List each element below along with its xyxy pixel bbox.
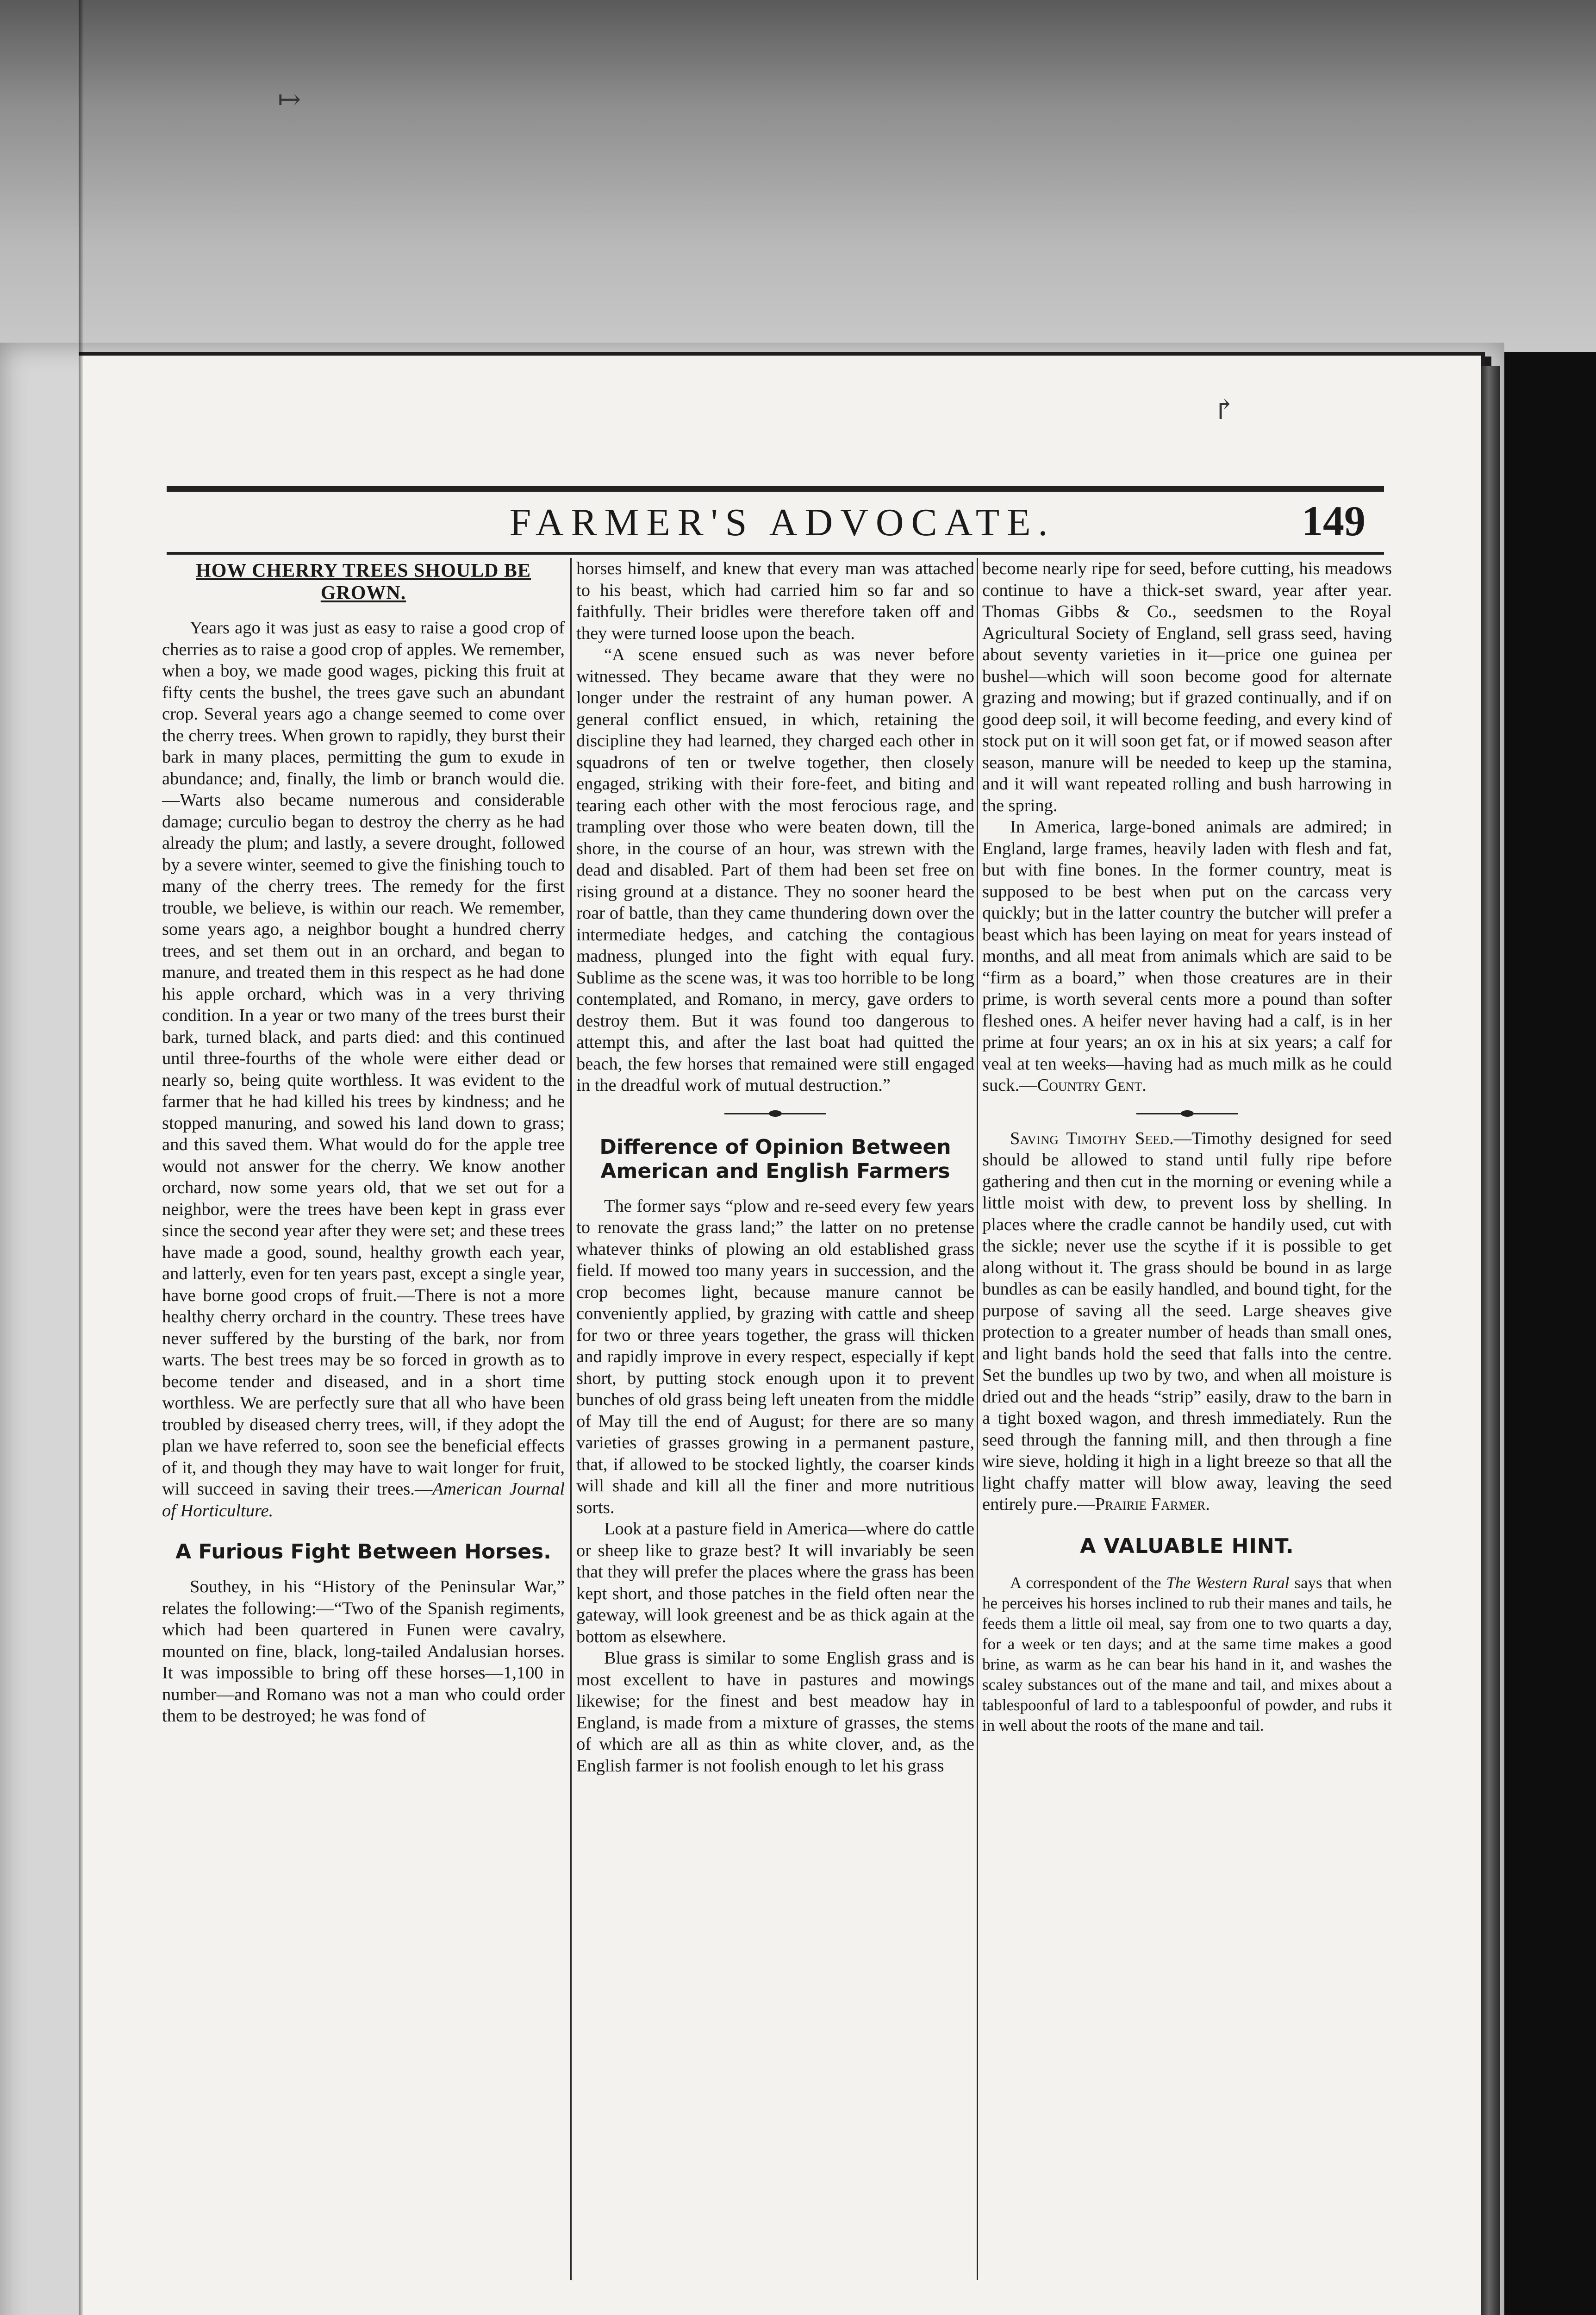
column-2 (576, 558, 974, 1777)
column-1 (162, 558, 565, 1727)
article-headline: A Furious Fight Between Horses. (175, 1540, 551, 1564)
paragraph-text: In America, large-boned animals are admired; in England, large frames, heavily laden with flesh and fat, but with fine bones. In the former country, meat is supposed to be best when put on the carcass very quickly; but in the latter country the butcher will prefer a beast which has been laying on meat for years instead of months, and all meat from animals which are said to be “firm as a board,” when those creatures are in their prime, is worth several cents more a pound than softer fleshed ones. A heifer never having had a calf, is in her prime at four years; an ox in his at six years; a calf for veal at ten weeks—having had as much milk as he could suck.— (982, 817, 1392, 1095)
article-paragraph: “A scene ensued such as was never before witnessed. They became aware that they were no longer under the restraint of any human power. A general conflict ensued, in which, retaining the discipline they had learned, they charged each other in squadrons of ten or twelve together, then closely engaged, striking with their fore-feet, and biting and tearing each other with the most ferocious rage, and trampling over those who were beaten down, till the shore, in the course of an hour, was strewn with the dead and disabled. Part of them had been set free on rising ground at a distance. They no sooner heard the roar of battle, than they came thundering down over the intermediate hedges, and catching the contagious madness, plunged into the fight with equal fury. Sublime as the scene was, it was too horrible to be long contemplated, and Romano, in mercy, gave orders to destroy them. But it was found too dangerous to attempt this, and after the last boat had quitted the beach, the few horses that remained were still engaged in the dreadful work of mutual destruction.” (576, 645, 974, 1095)
ink-mark-icon: ↦ (278, 84, 301, 115)
paragraph-text: A correspondent of the (1010, 1573, 1166, 1592)
section-separator (724, 1110, 826, 1117)
article-paragraph: Look at a pasture field in America—where do cattle or sheep like to graze best? It will invariably be seen that they will prefer the places where the grass has been kept short, and those patches in the field often near the gateway, will look greenest and be as thick again at the bottom as elsewhere. (576, 1519, 974, 1646)
small-print-article (982, 1573, 1392, 1736)
article-headline: A VALUABLE HINT. (1080, 1534, 1294, 1558)
source-credit: Country Gent. (1037, 1076, 1147, 1095)
article-paragraph: become nearly ripe for seed, before cutting, his meadows continue to have a thick-set sward, year after year. Thomas Gibbs & Co., seedsmen to the Royal Agricultural Society of England, sell grass seed, having about seventy varieties in it—price one guinea per bushel—which will soon become good for alternate grazing and mowing; but if grazed continually, and if on good deep soil, it will become feeding, and every kind of stock put on it will soon get fat, or if mowed season after season, manure will be needed to keep up the stamina, and it will want repeated rolling and bush harrowing in the spring. (982, 559, 1392, 815)
article-headline: Difference of Opinion Between American and English Farmers (599, 1135, 951, 1183)
page-number: 149 (1302, 497, 1365, 544)
column-3 (982, 558, 1392, 1736)
section-separator (1136, 1110, 1238, 1117)
binding-fold (79, 0, 83, 2315)
publication-title: FARMER'S ADVOCATE. (509, 501, 1055, 544)
column-rule (570, 558, 572, 2280)
article-paragraph: The former says “plow and re-seed every few years to renovate the grass land;” the latter on no pretense whatever thinks of plowing an old established grass field. If mowed too many years in succession, and the crop becomes light, because manure cannot be conveniently applied, by grazing with cattle and sheep for two or three years together, the grass will thicken and rapidly improve in every respect, especially if kept short, by putting stock enough upon it to prevent bunches of old grass being left uneaten from the middle of May till the end of August; for there are so many varieties of grasses growing in a permanent pasture, that, if allowed to be stocked lightly, the coarser kinds will shade and kill all the finer and more nutritious sorts. (576, 1196, 974, 1517)
ink-mark-icon: ↱ (1213, 394, 1236, 425)
paragraph-text: Years ago it was just as easy to raise a good crop of cherries as to raise a good crop of apples. We remember, when a boy, we made good wages, picking this fruit at fifty cents the bushel, the trees gave such an abundant crop. Several years ago a change seemed to come over the cherry trees. When grown to rapidly, they burst their bark in many places, permitting the gum to exude in abundance; and, finally, the limb or branch would die.—Warts also became numerous and considerable damage; curculio began to destroy the cherry as he had already the plum; and lastly, a severe drought, followed by a severe winter, seemed to give the finishing touch to many of the cherry trees. The remedy for the first trouble, we believe, is within our reach. We remember, some years ago, a neighbor bought a hundred cherry trees, and set them out in an orchard, and began to manure, and treated them in this respect as he had done his apple orchard, which was in a very thriving condition. In a year or two many of the trees burst their bark, turned black, and parts died: and this continued until three-fourths of the whole were either dead or nearly so, being quite worthless. It was evident to the farmer that he had killed his trees by kindness; and he stopped manuring, and sowed his land down to grass; and this saved them. What would do for the apple tree would not answer for the cherry. We know another orchard, now some years old, that we set out for a neighbor, were the trees have been kept in grass ever since the second year after they were set; and these trees have made a good, sound, healthy growth each year, and latterly, even for ten years past, except a single year, have borne good crops of fruit.—There is not a more healthy cherry orchard in the country. These trees have never suffered by the bursting of the bark, nor from warts. The best trees may be so forced in growth as to become tender and diseased, and in a short time worthless. We are perfectly sure that all who have been troubled by diseased cherry trees, will, if they adopt the plan we have referred to, soon see the beneficial effects of it, and though they may have to wait longer for fruit, will succeed in saving their trees.— (162, 618, 565, 1499)
scan-background-top (0, 0, 1596, 352)
paragraph-lead: Saving Timothy Seed. (1010, 1128, 1174, 1148)
publication-name: The Western Rural (1166, 1573, 1290, 1592)
paragraph-text: —Timothy designed for seed should be allowed to stand until fully ripe before gathering and then cut in the morning or evening while a little moist with dew, to prevent loss by shelling. In places where the cradle cannot be handily used, cut with the sickle; never use the scythe if it is possible to get along without it. The grass should be bound in as large bundles as can be easily handled, and bound tight, for the purpose of saving all the seed. Large sheaves give protection to a greater number of heads than small ones, and light bands hold the seed that falls into the centre. Set the bundles up two by two, and when all moisture is dried out and the heads “strip” easily, draw to the barn in a tight boxed wagon, and thresh immediately. Run the seed through the fanning mill, and then through a fine wire sieve, holding it high in a light breeze so that all the light chaffy matter will blow away, leaving the seed entirely pure.— (982, 1128, 1392, 1514)
paragraph-text: says that when he perceives his horses inclined to rub their manes and tails, he feeds them a little oil meal, say from one to two quarts a day, for a week or ten days; and at the same time makes a good brine, as warm as he can bear his hand in it, and washes the scaley substances out of the mane and tail, and mixes about a tablespoonful of lard to a tablespoonful of powder, and rubs it in well about the roots of the mane and tail. (982, 1573, 1392, 1734)
page-right-edge (1481, 366, 1500, 2315)
source-credit: Prairie Farmer. (1095, 1495, 1210, 1514)
article-paragraph (162, 617, 565, 1521)
article-paragraph: Blue grass is similar to some English grass and is most excellent to have in pastures and mowings likewise; for the finest and best meadow hay in England, is made from a mixture of grasses, the stems of which are all as thin as white clover, and, as the English farmer is not foolish enough to let his grass (576, 1648, 974, 1776)
article-paragraph: horses himself, and knew that every man was attached to his beast, which had carried him so far and so faithfully. Their bridles were therefore taken off and they were turned loose upon the beach. (576, 559, 974, 643)
article-paragraph (982, 1128, 1392, 1515)
article-headline: HOW CHERRY TREES SHOULD BE GROWN. (196, 560, 531, 604)
source-credit: American Journal of Horticulture. (162, 1479, 565, 1520)
article-paragraph (982, 1573, 1392, 1736)
article-paragraph (982, 816, 1392, 1096)
article-paragraph: Southey, in his “History of the Peninsular War,” relates the following:—“Two of the Spanish regiments, which had been quartered in Funen were cavalry, mounted on fine, black, long-tailed Andalusian horses. It was impossible to bring off these horses—1,100 in number—and Romano was not a man who could order them to be destroyed; he was fond of (162, 1577, 565, 1726)
masthead (167, 486, 1384, 555)
column-rule (977, 558, 978, 2280)
